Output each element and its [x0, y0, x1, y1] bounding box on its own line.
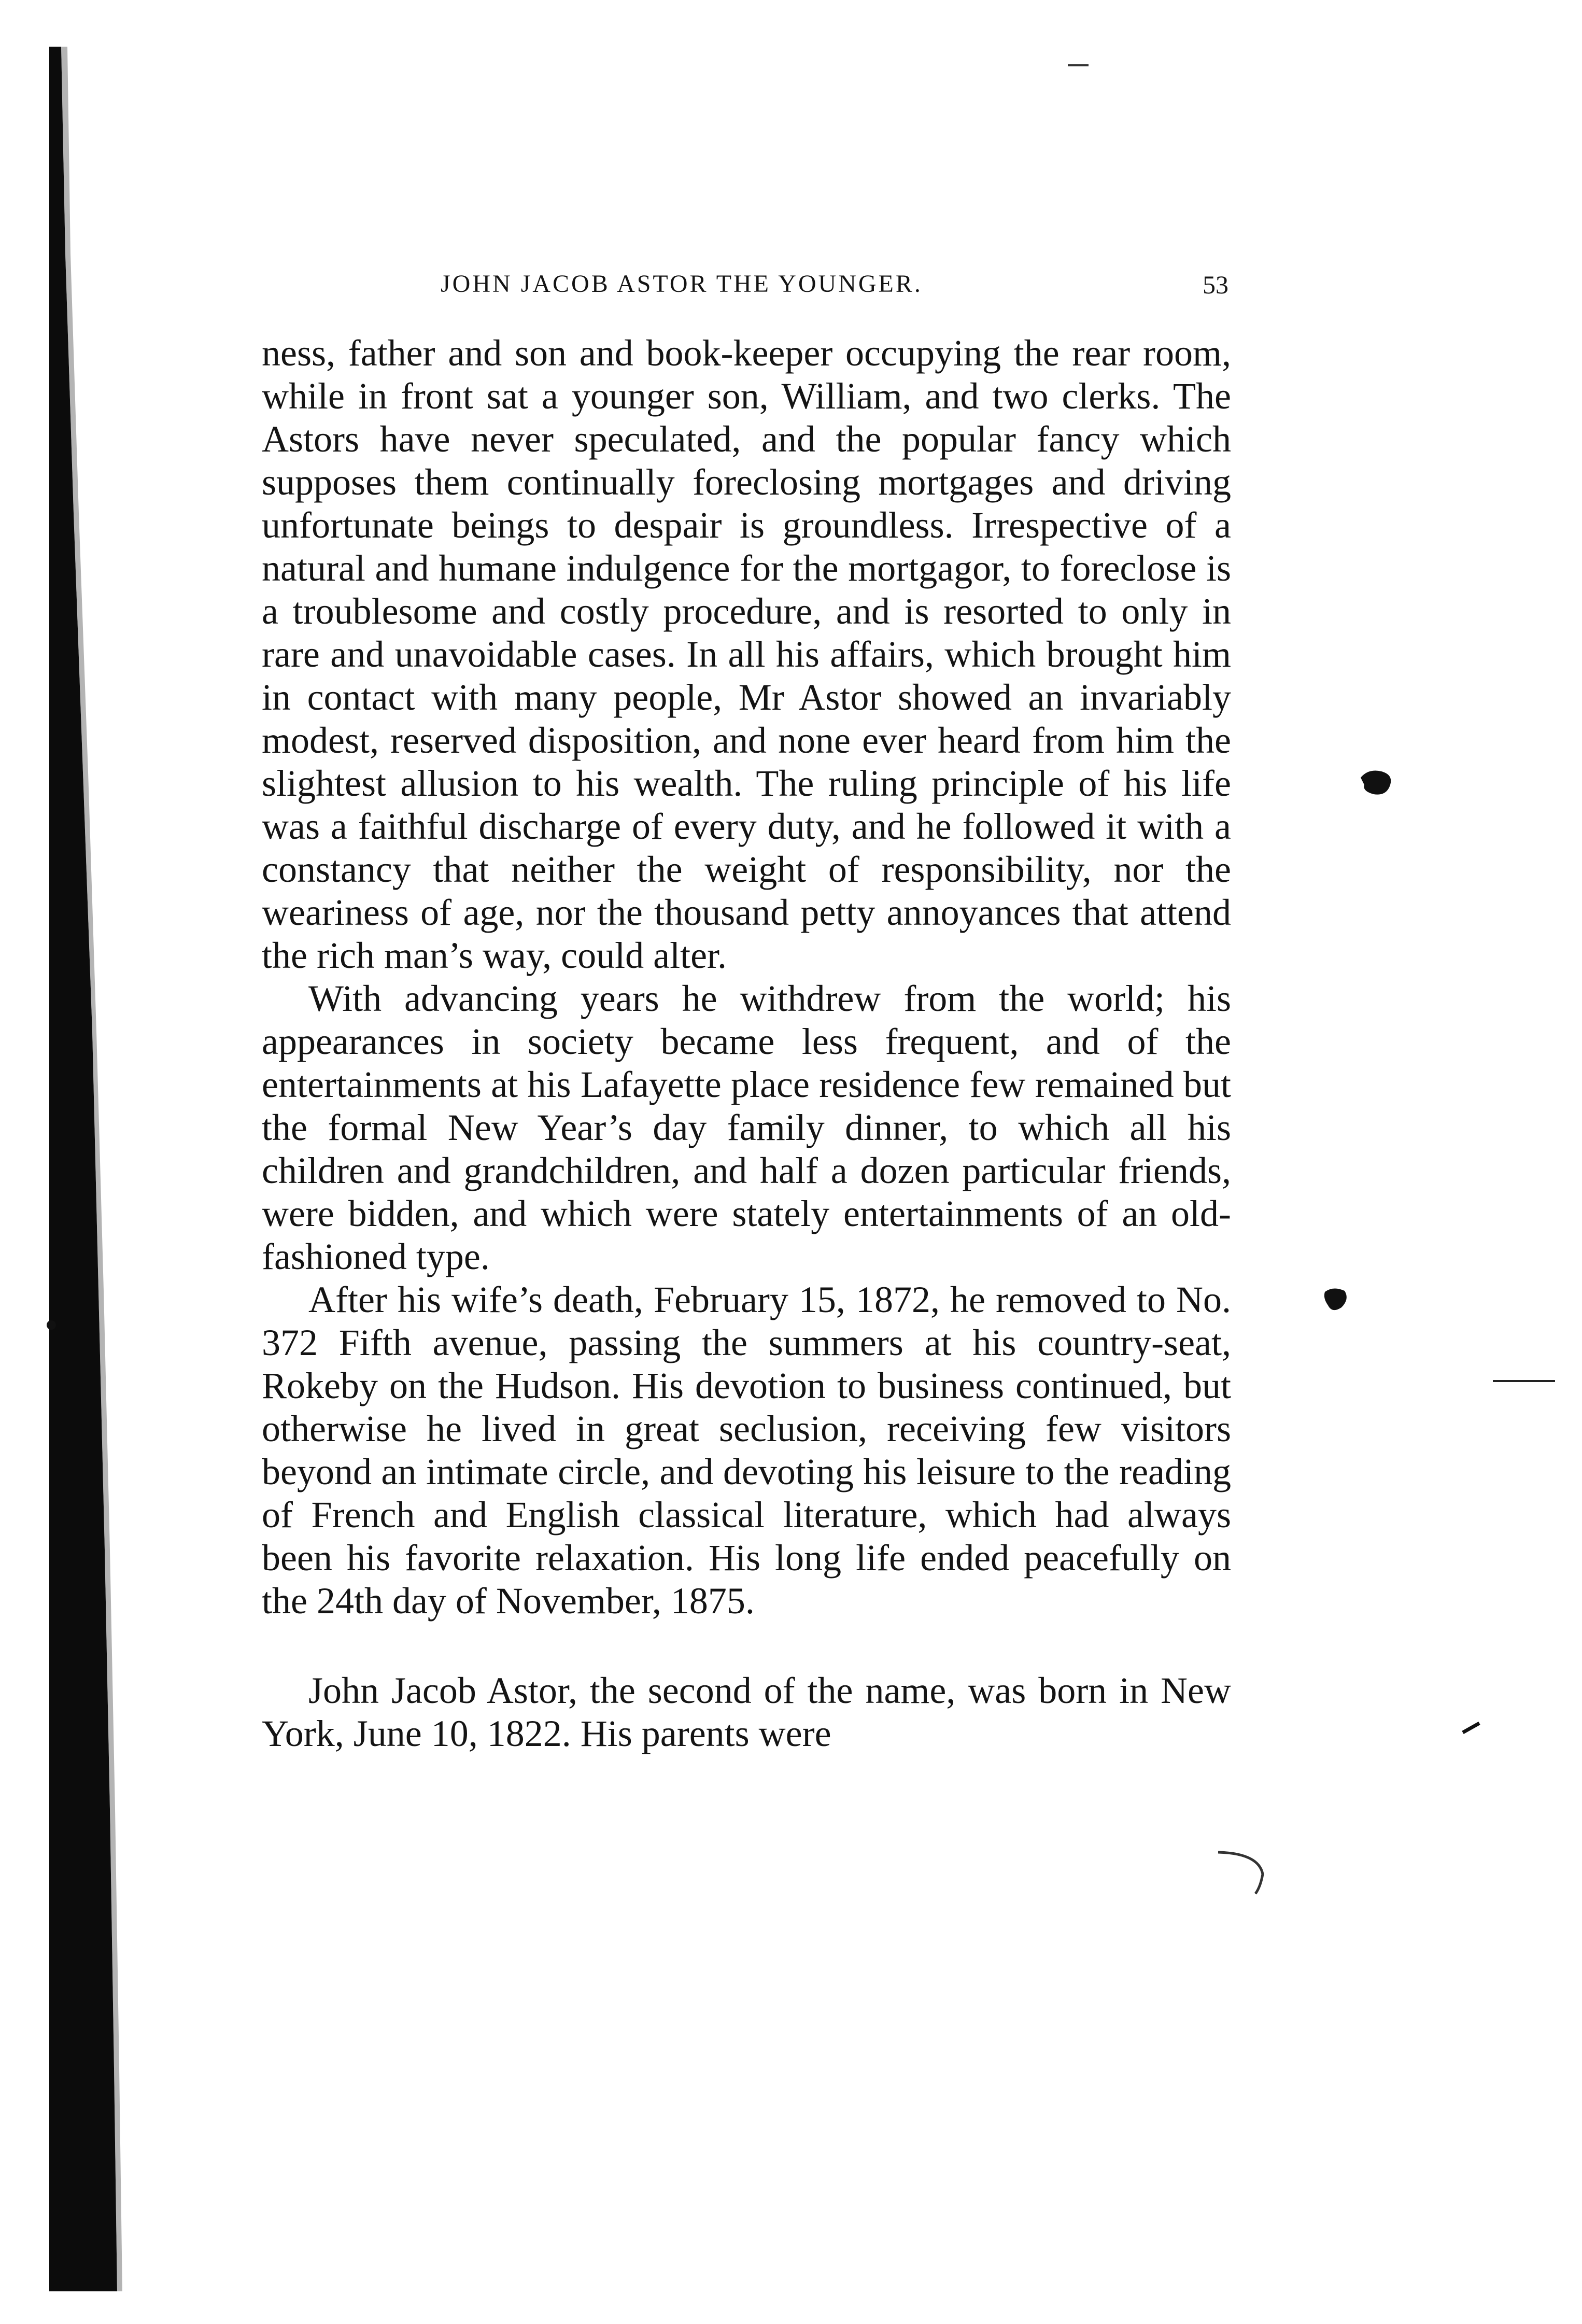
paragraph: John Jacob Astor, the second of the name, was born in New York, June 10, 1822. His parents were — [262, 1670, 1231, 1754]
paragraph: After his wife’s death, February 15, 1872, he removed to No. 372 Fifth avenue, passing the summers at his country-seat, Rokeby on the Hudson. His devotion to business continued, but otherwise he lived in great seclusion, receiving few visitors beyond an intimate circle, and devoting his leisure to the reading of French and English classical literature, which had always been his favorite relaxation. His long life ended peacefully on the 24th day of November, 1875. — [262, 1279, 1231, 1622]
paragraph: With advancing years he withdrew from the world; his appearances in society became less frequent, and of the entertainments at his Lafayette place residence few remained but the formal New Year’s day family dinner, to which all his children and grandchildren, and half a dozen particular friends, were bidden, and which were stately entertainments of an old-fashioned type. — [262, 978, 1231, 1277]
margin-rule — [1493, 1379, 1555, 1383]
ink-blot — [1358, 767, 1394, 798]
page-number: 53 — [1203, 270, 1228, 299]
binding-shadow — [47, 47, 124, 2291]
body-text — [262, 332, 1231, 1755]
stray-curve — [1213, 1843, 1270, 1900]
running-title: JOHN JACOB ASTOR THE YOUNGER. — [441, 270, 923, 298]
margin-dash — [1462, 1721, 1480, 1737]
ink-blot — [1322, 1286, 1350, 1314]
paragraph: ness, father and son and book-keeper occupying the rear room, while in front sat a younger son, William, and two clerks. The Astors have never speculated, and the popular fancy which supposes them continually foreclosing mortgages and driving unfortunate beings to despair is groundless. Irrespective of a natural and humane indulgence for the mortgagor, to foreclose is a troublesome and costly procedure, and is resorted to only in rare and unavoidable cases. In all his affairs, which brought him in contact with many people, Mr Astor showed an invariably modest, reserved disposition, and none ever heard from him the slightest allusion to his wealth. The ruling principle of his life was a faithful discharge of every duty, and he followed it with a constancy that neither the weight of responsibility, nor the weariness of age, nor the thousand petty annoyances that attend the rich man’s way, could alter. — [262, 332, 1231, 976]
ink-dot — [46, 1319, 57, 1331]
page-header — [270, 270, 1228, 311]
margin-dash — [1068, 63, 1089, 67]
